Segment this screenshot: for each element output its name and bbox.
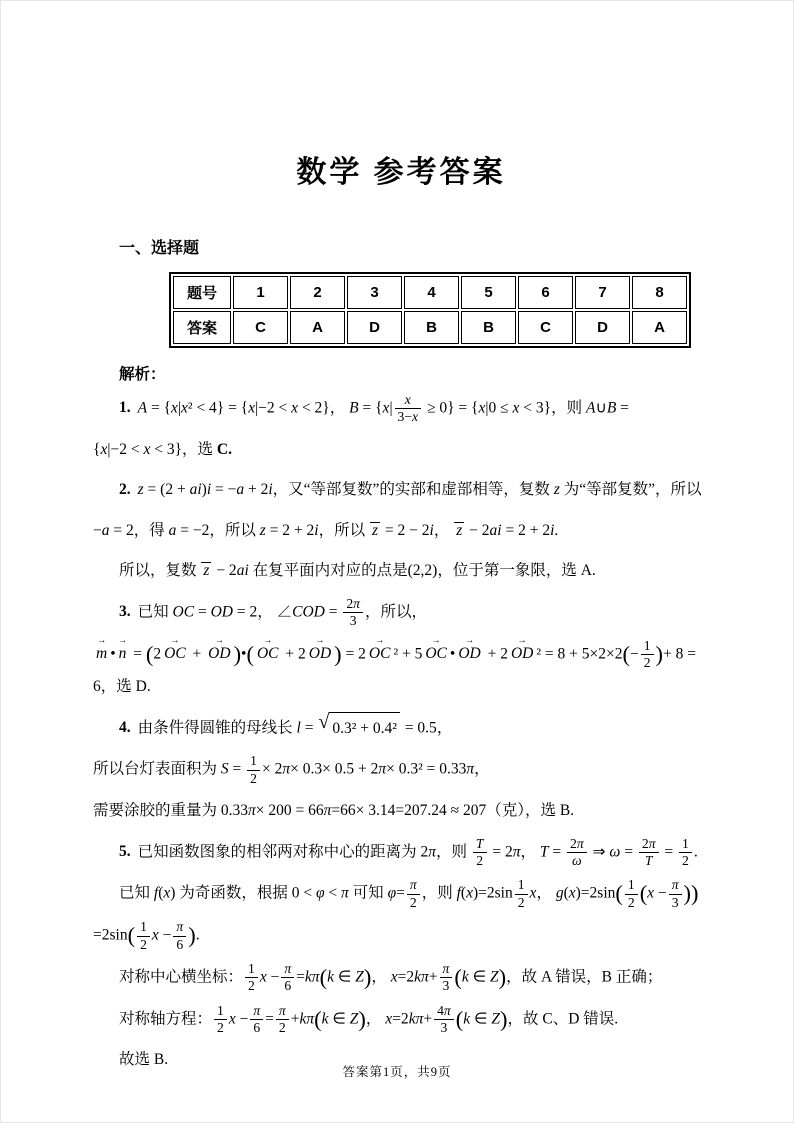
text: ， [257, 603, 277, 621]
text: ，位于第一象限，选 A. [437, 562, 596, 580]
fraction: $\frac{1}{2}$ [625, 877, 638, 911]
solution-line [93, 919, 709, 953]
math-text: 0.33π× 200 = 66π=66× 3.14=207.24 ≈ 207 [220, 802, 487, 820]
text: 为“等部复数”，所以 [559, 481, 702, 499]
text: ， [436, 719, 453, 737]
vector: → OD [308, 638, 332, 671]
bold-text: C. [216, 440, 232, 458]
math-text: =2sin [93, 926, 128, 944]
math-text: x − [647, 884, 667, 902]
solution-line [93, 596, 709, 630]
text: 对称轴方程： [119, 1010, 213, 1027]
math-text: = [129, 645, 146, 663]
math-text: φ= [387, 884, 405, 902]
text: ， [365, 1010, 386, 1027]
big-paren: ) [500, 1005, 508, 1031]
math-text: ⇒ ω = [588, 843, 637, 861]
math-text: ² + 5 [393, 645, 423, 663]
text: ， [474, 760, 490, 778]
math-text: = 2π [488, 843, 521, 861]
fraction: $\frac{1}{2}$ [247, 753, 260, 787]
table-cell: 5 [461, 276, 516, 309]
text: 已知函数图象的相邻两对称中心的距离为 [137, 843, 421, 861]
table-cell: B [404, 311, 459, 344]
big-paren: ( [455, 1005, 464, 1031]
vector-arrow-icon: → [375, 636, 385, 647]
vector-arrow-icon: → [170, 636, 180, 647]
text: ，又“等部复数”的实部和虚部相等，复数 [272, 481, 554, 499]
text: 可知 [348, 884, 388, 902]
math-text: . [195, 926, 200, 944]
math-text: + 8 = 6 [93, 645, 696, 696]
math-text: a = −2 [168, 521, 210, 539]
table-cell: 1 [233, 276, 288, 309]
math-text: f(x) [153, 884, 176, 902]
text: ，所以 [209, 521, 260, 539]
fraction: $\frac{1}{2}$ [214, 1003, 227, 1037]
math-text: l = [296, 719, 318, 737]
vector-arrow-icon: → [214, 636, 225, 647]
overline-variable: z [456, 521, 463, 539]
table-cell: 2 [290, 276, 345, 309]
table-cell: C [518, 311, 573, 344]
table-cell: 8 [632, 276, 687, 309]
math-text: ² = 8 + 5×2×2 [536, 645, 623, 663]
math-text: k ∈ Z [463, 1010, 500, 1027]
math-text: A∪B = [585, 399, 629, 417]
math-text: z = (2 + ai)i = −a + 2i [137, 481, 273, 499]
table-cell: 4 [404, 276, 459, 309]
fraction: $\frac{4\pi}{3}$ [434, 1003, 454, 1037]
vector: → OC [256, 638, 280, 671]
big-paren: ( [615, 880, 623, 906]
text: 对称中心横坐标： [119, 968, 244, 986]
math-text: • [449, 645, 456, 663]
math-text: x − [151, 926, 172, 944]
vector-arrow-icon: → [315, 636, 325, 647]
math-text: + [188, 645, 206, 663]
math-text: − [629, 645, 639, 663]
vector-arrow-icon: → [464, 636, 475, 647]
text: ，选 [182, 440, 217, 458]
big-paren: ) [363, 964, 372, 990]
fraction: $\frac{x}{3-x}$ [395, 392, 422, 426]
text: 需要涂胶的重量为 [93, 802, 221, 820]
table-cell: 6 [518, 276, 573, 309]
vector-arrow-icon: → [263, 636, 273, 647]
math-text: 2π [420, 843, 437, 861]
math-text: +kπ [290, 1010, 315, 1027]
vector: → OC [163, 638, 187, 671]
text: 已知 [137, 603, 173, 621]
vector: → m [95, 638, 108, 671]
sqrt-sign-icon: √ [318, 710, 330, 733]
math-text: − 2ai = 2 + 2i. [465, 521, 559, 539]
math-text: x − [228, 1010, 249, 1027]
text: ，所以 [318, 521, 369, 539]
text: ，所以， [364, 603, 427, 621]
fraction: $\frac{\pi}{2}$ [407, 877, 420, 911]
fraction: $\frac{\pi}{6}$ [173, 919, 186, 953]
vector-arrow-icon: → [96, 636, 107, 647]
math-text: x=2kπ+ [385, 1010, 433, 1027]
table-header-cell: 答案 [173, 311, 231, 344]
fraction: $\frac{\pi}{3}$ [440, 961, 453, 995]
analysis-heading: 解析： [119, 366, 166, 383]
solution-line [93, 795, 709, 828]
math-text: + 2 [281, 645, 306, 663]
text: 故选 B. [119, 1051, 169, 1069]
math-text: = [265, 1010, 274, 1027]
big-paren: ) [358, 1005, 366, 1031]
text: ，则 [551, 399, 586, 417]
vector: → OD [510, 638, 534, 671]
vector: → OD [207, 638, 231, 671]
table-row [173, 311, 687, 344]
math-text: f(x)=2sin [456, 884, 513, 902]
answer-table [169, 272, 691, 348]
math-text: ∠COD = [276, 603, 342, 621]
solution-line [93, 753, 709, 787]
fraction: $\frac{\pi}{6}$ [250, 1003, 263, 1037]
math-text: OC = OD = 2 [172, 603, 258, 621]
big-paren: ) [655, 640, 663, 666]
bold-text: 3. [119, 603, 131, 621]
big-paren: ( [454, 964, 462, 990]
big-paren: ( [319, 964, 328, 990]
page-title: 数学 参考答案 [296, 156, 506, 189]
text: ，得 [133, 521, 169, 539]
math-text: • [110, 645, 116, 663]
bold-text: 4. [119, 719, 131, 737]
table-cell: C [233, 311, 288, 344]
fraction: $\frac{1}{2}$ [679, 836, 692, 870]
math-text: =kπ [296, 968, 320, 986]
solution-line [93, 1003, 709, 1037]
text: 所以，复数 [119, 562, 201, 580]
page-content [1, 1, 793, 1077]
math-text: 2 [153, 645, 162, 663]
math-text: × 2π× 0.3× 0.5 + 2π× 0.3² = 0.33π [261, 760, 475, 778]
text: ， [520, 843, 540, 861]
table-cell: 7 [575, 276, 630, 309]
big-paren: ) [691, 880, 699, 906]
big-paren: ( [246, 640, 254, 666]
solution-line [93, 961, 709, 995]
math-text: A = {x|x² < 4} = {x|−2 < x < 2} [137, 399, 330, 417]
section-heading-choice: 一、选择题 [119, 240, 200, 257]
fraction: $\frac{\pi}{3}$ [669, 877, 682, 911]
math-text: z [553, 481, 560, 499]
big-paren: ( [145, 640, 154, 666]
big-paren: ( [639, 880, 648, 906]
fraction: $\frac{2\pi}{3}$ [343, 596, 363, 630]
fraction: $\frac{\pi}{6}$ [281, 961, 294, 995]
table-cell: D [347, 311, 402, 344]
solution-line [93, 836, 709, 870]
page-number: 答案第1页，共9页 [342, 1065, 452, 1079]
fraction: $\frac{1}{2}$ [641, 638, 654, 672]
text: 由条件得圆锥的母线长 [137, 719, 297, 737]
table-cell: A [290, 311, 345, 344]
math-text: T = [539, 843, 566, 861]
math-text: + 2 [483, 645, 508, 663]
vector-arrow-icon: → [431, 636, 441, 647]
math-text: x [529, 884, 537, 902]
math-text: x − [259, 968, 280, 986]
bold-text: 1. [119, 399, 131, 417]
bold-text: 2. [119, 481, 131, 499]
text: ， [371, 968, 391, 986]
text: 所以台灯表面积为 [93, 760, 221, 778]
overline-variable: z [372, 521, 379, 539]
solution-line [93, 877, 709, 911]
math-text: k ∈ Z [461, 968, 499, 986]
fraction: $\frac{\pi}{2}$ [276, 1003, 289, 1037]
text: ， [433, 521, 454, 539]
vector: → n [118, 638, 128, 671]
text: ，则 [436, 843, 471, 861]
big-paren: ) [233, 640, 242, 666]
fraction: $\frac{1}{2}$ [137, 919, 150, 953]
solution-line [93, 638, 709, 704]
solution-line [93, 434, 709, 467]
big-paren: ) [683, 880, 691, 906]
math-text: B = {x| [349, 399, 393, 417]
math-text: = 2 [341, 645, 366, 663]
text: 已知 [119, 884, 154, 902]
math-text: z = 2 + 2i [259, 521, 319, 539]
overline-variable: z [203, 562, 210, 580]
math-text: = 0.5 [400, 719, 437, 737]
big-paren: ) [188, 922, 196, 948]
table-cell: B [461, 311, 516, 344]
math-text: = 2 − 2i [381, 521, 434, 539]
text: 为奇函数，根据 [175, 884, 292, 902]
math-text: x=2kπ+ [390, 968, 438, 986]
text: 在复平面内对应的点是 [252, 562, 408, 580]
vector-arrow-icon: → [117, 636, 128, 647]
table-cell: A [632, 311, 687, 344]
fraction: $\frac{2\pi}{T}$ [639, 836, 659, 870]
big-paren: ( [622, 640, 630, 666]
vector: → OD [457, 638, 481, 671]
text: ， [536, 884, 556, 902]
math-text: (2,2) [407, 562, 438, 580]
text: ， [329, 399, 350, 417]
fraction: $\frac{2\pi}{\omega}$ [567, 836, 587, 870]
math-text: • [241, 645, 247, 663]
table-row [173, 276, 687, 309]
math-text: k ∈ Z [321, 1010, 359, 1027]
solution-line [93, 515, 709, 548]
math-text: ≥ 0} = {x|0 ≤ x < 3} [423, 399, 552, 417]
text: ，选 D. [100, 678, 151, 696]
table-header-cell: 题号 [173, 276, 231, 309]
text: （克），选 B. [486, 802, 575, 820]
solution-line [93, 555, 709, 588]
solution-line [93, 474, 709, 507]
fraction: $\frac{1}{2}$ [515, 877, 528, 911]
table-cell: 3 [347, 276, 402, 309]
vector: → OC [424, 638, 448, 671]
solutions [93, 392, 709, 1077]
vector-arrow-icon: → [517, 636, 527, 647]
table-cell: D [575, 311, 630, 344]
solution-line [93, 712, 709, 746]
text: ，故 A 错误，B 正确； [506, 968, 663, 986]
big-paren: ) [334, 640, 342, 666]
answer-table-body [173, 276, 687, 344]
big-paren: ( [127, 922, 136, 948]
math-text: . [693, 843, 698, 861]
math-text: k ∈ Z [327, 968, 364, 986]
big-paren: ) [498, 964, 507, 990]
solution-line [93, 392, 709, 426]
vector: → OC [368, 638, 392, 671]
radical: √ 0.3² + 0.4² [318, 712, 400, 746]
text: ，则 [421, 884, 457, 902]
big-paren: ( [314, 1005, 322, 1031]
fraction: $\frac{T}{2}$ [473, 836, 487, 870]
math-text: − 2ai [212, 562, 249, 580]
math-text: {x|−2 < x < 3} [93, 440, 183, 458]
math-text: S = [220, 760, 246, 778]
math-text: 0 < φ < π [291, 884, 349, 902]
fraction: $\frac{1}{2}$ [245, 961, 258, 995]
math-text: g(x)=2sin [555, 884, 616, 902]
math-text: = [660, 843, 678, 861]
bold-text: 5. [119, 843, 131, 861]
math-text: −a = 2 [93, 521, 134, 539]
text: ，故 C、D 错误. [507, 1010, 619, 1027]
